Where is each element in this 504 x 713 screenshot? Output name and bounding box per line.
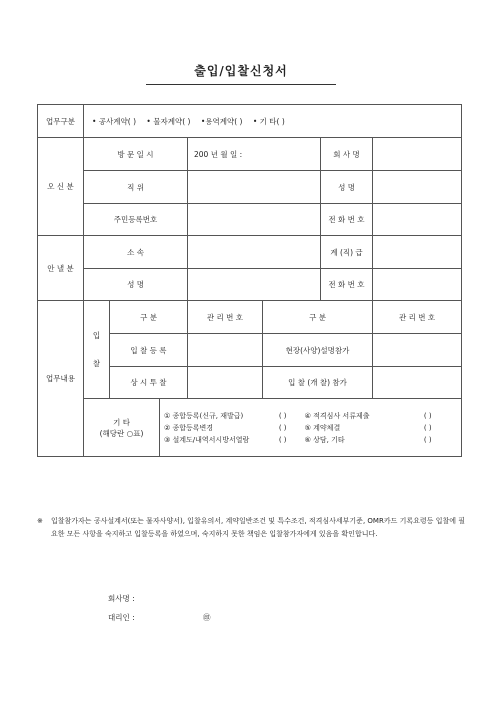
work-content-label: 업무내용 bbox=[38, 301, 84, 457]
guide-rank-label: 계 (직) 급 bbox=[321, 236, 373, 269]
etc-option-3-check[interactable]: ( ) bbox=[278, 435, 287, 444]
etc-option-1: ① 종합등록(신규, 재발급) bbox=[164, 411, 244, 420]
position-field[interactable] bbox=[188, 171, 321, 204]
etc-label-cell bbox=[84, 399, 160, 457]
etc-option-2-check[interactable]: ( ) bbox=[278, 423, 287, 432]
bid-register-mgmt-no[interactable] bbox=[188, 334, 263, 367]
bid-label-text: 입 찰 bbox=[92, 330, 101, 368]
etc-option-4-check[interactable]: ( ) bbox=[423, 411, 432, 420]
guide-rank-field[interactable] bbox=[373, 236, 462, 269]
header-mgmt-no-2: 관 리 번 호 bbox=[373, 301, 462, 334]
signature-agent-label: 대리인 : bbox=[108, 613, 135, 622]
bid-opening-label: 입 찰 (개 찰) 참가 bbox=[263, 367, 373, 399]
etc-option-1-check[interactable]: ( ) bbox=[278, 411, 287, 420]
seal-mark: ㊞ bbox=[203, 613, 211, 622]
application-form bbox=[37, 104, 462, 457]
guide-name-label: 성 명 bbox=[84, 269, 188, 301]
header-category-2: 구 분 bbox=[263, 301, 373, 334]
company-field[interactable] bbox=[373, 138, 462, 171]
company-label: 회 사 명 bbox=[321, 138, 373, 171]
etc-options-table bbox=[164, 410, 457, 446]
applicant-phone-field[interactable] bbox=[373, 204, 462, 236]
resident-id-field[interactable] bbox=[188, 204, 321, 236]
guide-phone-label: 전 화 번 호 bbox=[321, 269, 373, 301]
etc-option-row bbox=[164, 434, 457, 446]
visit-date-field[interactable]: 200 년 월 일 : bbox=[188, 138, 321, 171]
resident-id-label: 주민등록번호 bbox=[84, 204, 188, 236]
applicant-name-field[interactable] bbox=[373, 171, 462, 204]
work-type-goods-option[interactable]: • 물자계약( ) bbox=[146, 116, 191, 126]
etc-option-5: ⑤ 계약체결 bbox=[304, 423, 341, 432]
etc-option-4: ④ 적격심사 서류제출 bbox=[304, 411, 370, 420]
etc-option-row bbox=[164, 422, 457, 434]
signature-agent bbox=[108, 612, 211, 623]
etc-option-row bbox=[164, 410, 457, 422]
signature-company-label: 회사명 : bbox=[108, 594, 135, 603]
applicant-name-label: 성 명 bbox=[321, 171, 373, 204]
notice-text: 입찰참가자는 공사설계서(또는 물자사양서), 입찰유의서, 계약일반조건 및 특수조건, 적격심사세부기준, OMR카드 기록요령등 입찰에 필요한 모든 사항을 숙지하고 입찰등록을 하였으며, 숙지하지 못한 책임은 입찰참가자에게 있음을 확인합니다. bbox=[51, 517, 465, 538]
guide-phone-field[interactable] bbox=[373, 269, 462, 301]
site-briefing-label: 현장(사양)설명참가 bbox=[263, 334, 373, 367]
online-bid-mgmt-no[interactable] bbox=[188, 367, 263, 399]
etc-label: 기 타 bbox=[113, 417, 130, 427]
applicant-phone-label: 전 화 번 호 bbox=[321, 204, 373, 236]
work-type-other-option[interactable]: • 기 타( ) bbox=[252, 116, 285, 126]
etc-option-3: ③ 설계도/내역서시방서열람 bbox=[164, 435, 250, 444]
etc-options bbox=[160, 399, 462, 457]
bid-register-label: 입 찰 등 록 bbox=[110, 334, 188, 367]
guide-dept-label: 소 속 bbox=[84, 236, 188, 269]
visit-date-label: 방 문 일 시 bbox=[84, 138, 188, 171]
guide-name-field[interactable] bbox=[188, 269, 321, 301]
notice-mark: ※ bbox=[37, 517, 43, 525]
work-type-construction-option[interactable]: • 공사계약( ) bbox=[92, 116, 137, 126]
online-bid-label: 상 시 투 찰 bbox=[110, 367, 188, 399]
work-type-label: 업무구분 bbox=[38, 105, 84, 138]
guide-dept-field[interactable] bbox=[188, 236, 321, 269]
site-briefing-mgmt-no[interactable] bbox=[373, 334, 462, 367]
bid-opening-mgmt-no[interactable] bbox=[373, 367, 462, 399]
etc-option-6-check[interactable]: ( ) bbox=[423, 435, 432, 444]
work-type-options bbox=[84, 105, 462, 138]
etc-option-6: ⑥ 상담, 기타 bbox=[304, 435, 345, 444]
header-mgmt-no: 관 리 번 호 bbox=[188, 301, 263, 334]
signature-company bbox=[108, 593, 135, 604]
position-label: 직 위 bbox=[84, 171, 188, 204]
notice bbox=[37, 515, 465, 541]
page-title: 출입/입찰신청서 bbox=[146, 62, 336, 85]
header-category: 구 분 bbox=[110, 301, 188, 334]
work-type-service-option[interactable]: •용역계약( ) bbox=[200, 116, 243, 126]
etc-note: (해당란 ○표) bbox=[99, 428, 144, 438]
guide-label: 안 낼 분 bbox=[38, 236, 84, 301]
etc-option-2: ② 종합등록변경 bbox=[164, 423, 214, 432]
bid-label bbox=[84, 301, 110, 399]
etc-option-5-check[interactable]: ( ) bbox=[423, 423, 432, 432]
applicant-label: 오 신 분 bbox=[38, 138, 84, 236]
